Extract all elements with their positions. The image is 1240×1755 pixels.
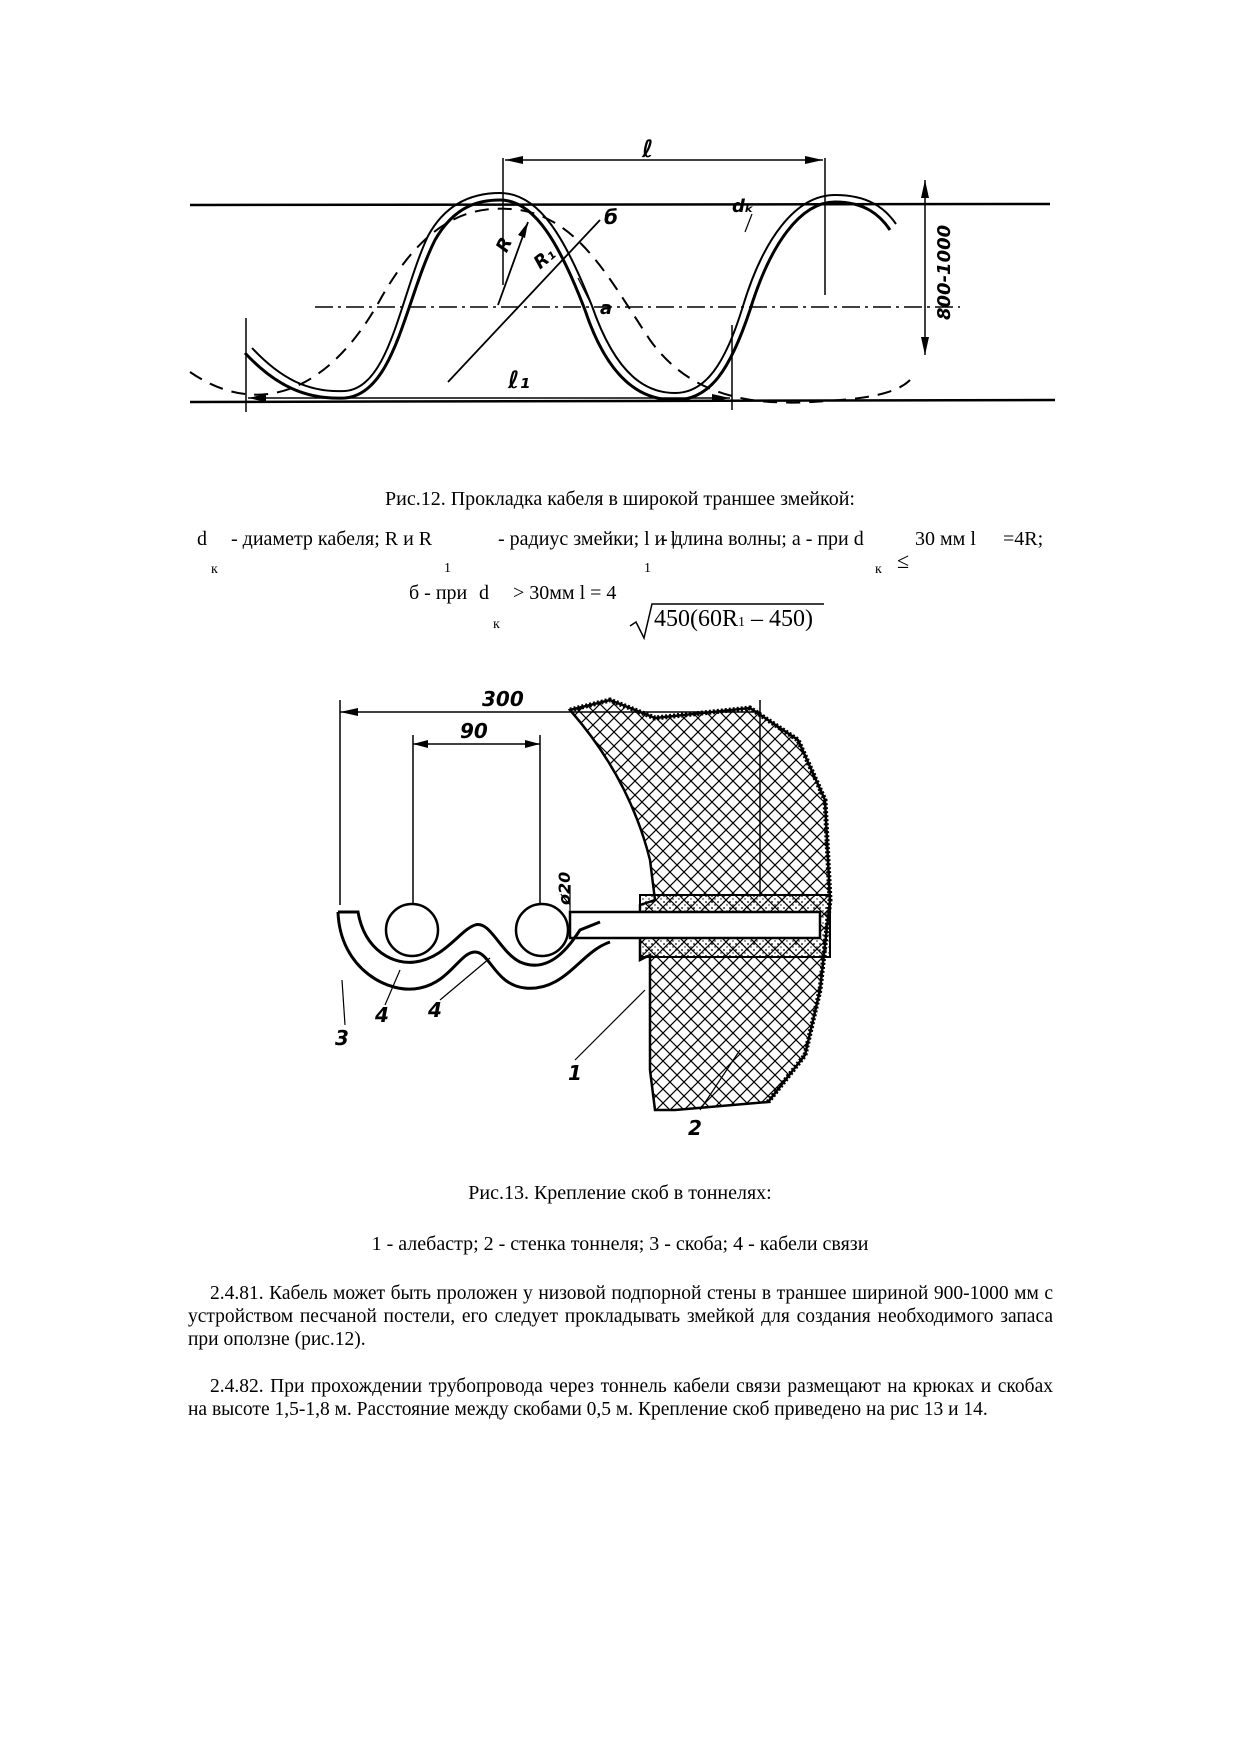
formula-part-b: – 450)	[745, 606, 813, 632]
paragraph-2-4-82	[188, 1375, 1053, 1421]
legend-text-4: 30 мм l	[915, 528, 976, 550]
legend-d-symbol: d	[197, 528, 207, 550]
legend2-text-2: > 30мм l = 4	[513, 582, 617, 604]
subscript-1-2: 1	[644, 561, 651, 576]
figure-13-legend: 1 - алебастр; 2 - стенка тоннеля; 3 - скоба; 4 - кабели связи	[371, 1233, 869, 1255]
curve-a-label: a	[600, 298, 613, 319]
callout-2-label: 2	[688, 1116, 702, 1140]
callout-1-label: 1	[568, 1061, 582, 1085]
legend-leq-symbol: ≤	[897, 548, 910, 573]
legend2-d-symbol: d	[479, 582, 489, 604]
callout-4b-label: 4	[428, 998, 442, 1022]
dimension-300-label: 300	[482, 687, 524, 711]
callout-3-label: 3	[335, 1026, 349, 1050]
legend-text-2: - радиус змейки; l и l	[498, 528, 676, 550]
subscript-1-1: 1	[444, 561, 451, 576]
subscript-k-2: к	[875, 562, 882, 577]
figure-13-bracket-mount-diagram	[320, 687, 920, 1160]
formula-subscript: 1	[738, 615, 745, 630]
dimension-l-label: ℓ	[642, 135, 654, 163]
dimension-l1-label: ℓ₁	[508, 366, 530, 394]
figure-12-caption: Рис.12. Прокладка кабеля в широкой траншее змейкой:	[385, 488, 855, 510]
formula-expression	[654, 606, 813, 633]
radius-r1-label: R₁	[529, 243, 560, 274]
radius-r-label: R	[492, 234, 517, 256]
paragraph-2-4-81-text: 2.4.81. Кабель может быть проложен у низовой подпорной стены в траншее шириной 900-1000 мм с устройством песчаной постели, его следует прокладывать змейкой для создания необходимого запаса при оползне (рис.12).	[188, 1283, 1053, 1350]
diameter-20-label: ø20	[555, 871, 574, 905]
subscript-k-1: к	[211, 562, 218, 577]
legend-text-1: - диаметр кабеля; R и R	[231, 528, 433, 550]
paragraph-2-4-81	[188, 1282, 1053, 1351]
figure-13-caption: Рис.13. Крепление скоб в тоннелях:	[468, 1182, 772, 1204]
dimension-90-label: 90	[460, 719, 488, 743]
legend-text-5: =4R;	[1003, 528, 1044, 550]
formula-part-a: 450(60R	[654, 606, 738, 632]
trench-height-label: 800-1000	[934, 224, 955, 320]
subscript-k-3: к	[493, 617, 500, 632]
callout-4a-label: 4	[375, 1003, 389, 1027]
cable-diameter-label: dₖ	[732, 196, 754, 217]
paragraph-2-4-82-text: 2.4.82. При прохождении трубопровода через тоннель кабели связи размещают на крюках и скобах на высоте 1,5-1,8 м. Расстояние между скобами 0,5 м. Крепление скоб приведено на рис 13 и 14.	[188, 1376, 1053, 1420]
legend2-text-1: б - при	[409, 582, 468, 604]
legend-text-3: - длина волны; а - при d	[661, 528, 864, 550]
curve-b-label: б	[604, 205, 618, 229]
figure-12-cable-snake-diagram	[180, 135, 1070, 470]
